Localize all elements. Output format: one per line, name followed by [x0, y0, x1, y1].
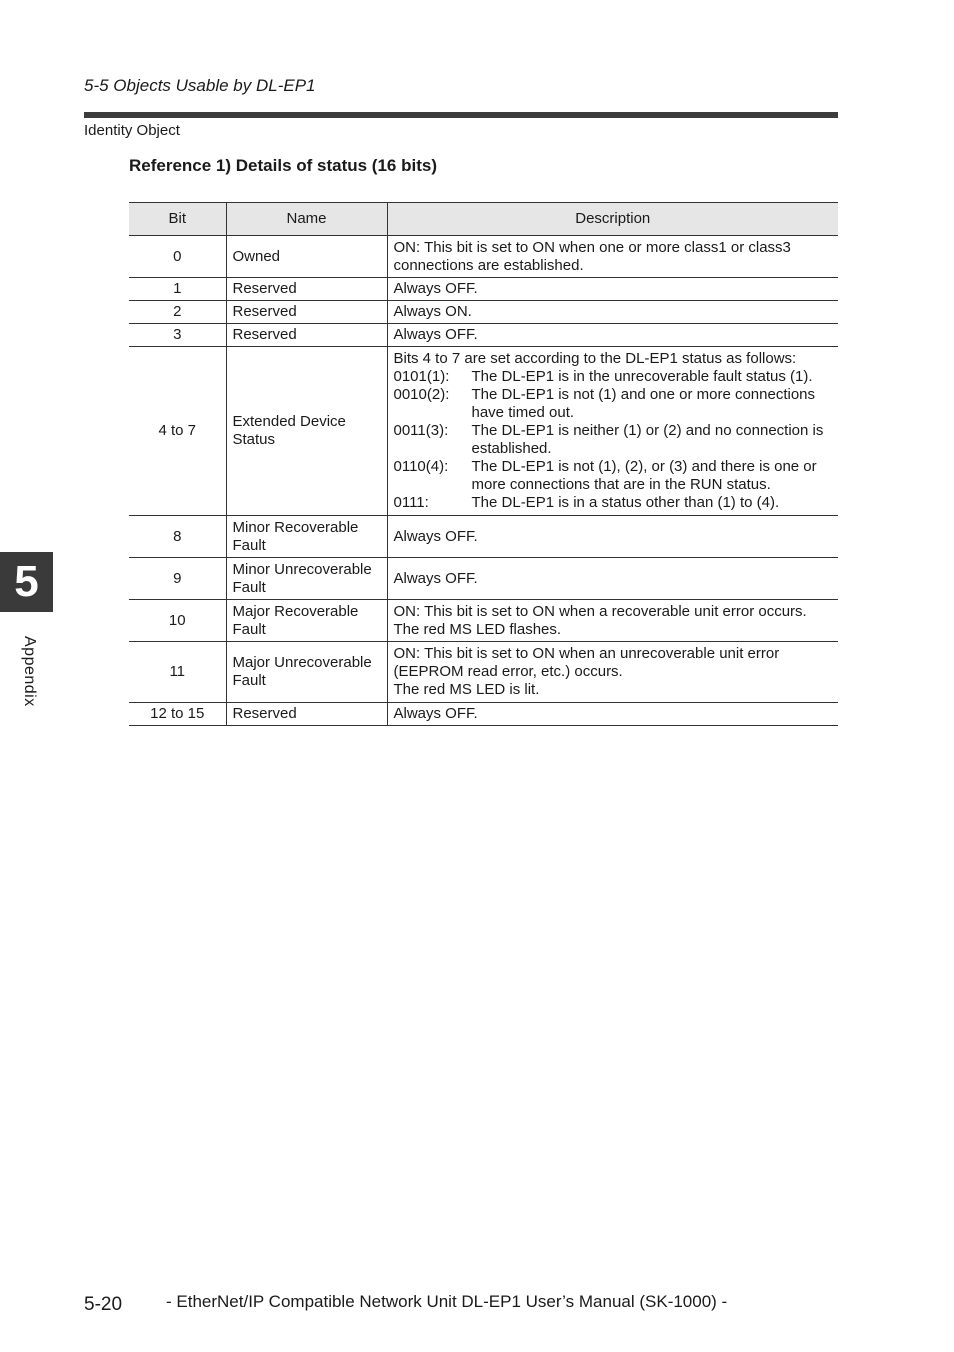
status-code: 0110(4): [393, 458, 449, 475]
description-line: ON: This bit is set to ON when an unrecoverable unit error (EEPROM read error, etc.) occurs. [393, 645, 780, 680]
table-row [129, 600, 838, 642]
name-cell: Reserved [226, 703, 387, 726]
status-code-text: The DL-EP1 is in the unrecoverable fault status (1). [471, 368, 813, 385]
description-cell: Always OFF. [387, 278, 838, 301]
description-line: The red MS LED flashes. [393, 620, 562, 638]
name-cell: Reserved [226, 278, 387, 301]
name-cell: Extended Device Status [226, 347, 387, 516]
bit-cell: 12 to 15 [129, 703, 226, 726]
bit-cell: 4 to 7 [129, 347, 226, 516]
status-code-text: The DL-EP1 is not (1) and one or more connections have timed out. [471, 386, 816, 421]
name-cell: Reserved [226, 301, 387, 324]
bit-cell: 10 [129, 600, 226, 642]
bit-cell: 2 [129, 301, 226, 324]
table-row [129, 236, 838, 278]
table-row [129, 324, 838, 347]
status-code: 0101(1): [393, 368, 450, 385]
column-header-description: Description [387, 203, 838, 236]
status-code-item [394, 368, 833, 386]
reference-heading: Reference 1) Details of status (16 bits) [129, 156, 437, 175]
section-title: 5-5 Objects Usable by DL-EP1 [84, 76, 316, 95]
bit-cell: 3 [129, 324, 226, 347]
name-cell: Reserved [226, 324, 387, 347]
description-cell [387, 642, 838, 703]
name-cell: Minor Recoverable Fault [226, 516, 387, 558]
description-cell [387, 347, 838, 516]
status-code: 0011(3): [393, 422, 449, 439]
table-row [129, 642, 838, 703]
column-header-bit: Bit [129, 203, 226, 236]
bit-cell: 8 [129, 516, 226, 558]
footer-title: - EtherNet/IP Compatible Network Unit DL-EP1 User’s Manual (SK-1000) - [166, 1292, 728, 1311]
table-row [129, 278, 838, 301]
description-line: The red MS LED is lit. [393, 681, 540, 698]
bit-cell: 0 [129, 236, 226, 278]
description-cell: Always ON. [387, 301, 838, 324]
bit-cell: 11 [129, 642, 226, 703]
name-cell: Minor Unrecoverable Fault [226, 558, 387, 600]
status-code: 0111: [393, 494, 429, 511]
bit-cell: 1 [129, 278, 226, 301]
description-cell: Always OFF. [387, 324, 838, 347]
table-row [129, 558, 838, 600]
status-code-text: The DL-EP1 is in a status other than (1) to (4). [471, 494, 780, 511]
name-cell: Owned [226, 236, 387, 278]
subsection-label: Identity Object [84, 122, 180, 139]
status-code: 0010(2): [393, 386, 450, 403]
header-rule [84, 112, 838, 118]
description-line: ON: This bit is set to ON when a recoverable unit error occurs. [393, 602, 807, 620]
table-row [129, 347, 838, 516]
chapter-tab: 5 [0, 552, 53, 612]
name-cell: Major Unrecoverable Fault [226, 642, 387, 703]
status-code-item [394, 386, 833, 422]
description-cell: ON: This bit is set to ON when one or more class1 or class3 connections are established. [387, 236, 838, 278]
status-code-text: The DL-EP1 is neither (1) or (2) and no connection is established. [471, 422, 824, 457]
name-cell: Major Recoverable Fault [226, 600, 387, 642]
status-code-item [394, 458, 833, 494]
page-number: 5-20 [84, 1294, 123, 1315]
status-bits-table [129, 202, 838, 726]
side-section-label: Appendix [21, 636, 38, 707]
description-cell: Always OFF. [387, 558, 838, 600]
table-header-row [129, 203, 838, 236]
table-row [129, 301, 838, 324]
status-code-text: The DL-EP1 is not (1), (2), or (3) and there is one or more connections that are in the RUN status. [471, 458, 817, 493]
column-header-name: Name [226, 203, 387, 236]
status-code-item [394, 422, 833, 458]
bit-cell: 9 [129, 558, 226, 600]
description-cell [387, 600, 838, 642]
description-cell: Always OFF. [387, 516, 838, 558]
table-row [129, 703, 838, 726]
table-row [129, 516, 838, 558]
status-code-item [394, 494, 833, 512]
description-intro: Bits 4 to 7 are set according to the DL-EP1 status as follows: [393, 350, 797, 367]
description-cell: Always OFF. [387, 703, 838, 726]
